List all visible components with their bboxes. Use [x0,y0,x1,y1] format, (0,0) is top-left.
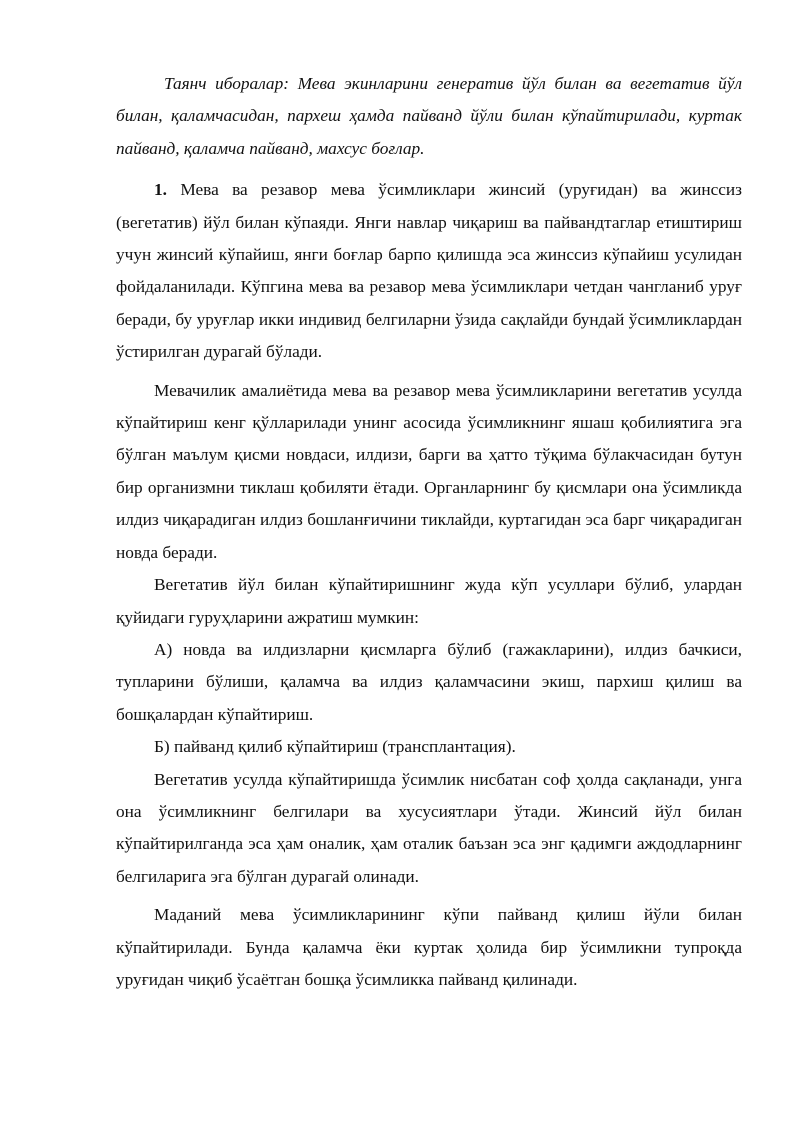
paragraph-1 [116,174,742,368]
paragraph-1-text: Мева ва резавор мева ўсимликлари жинсий (уруғидан) ва жинссиз (вегетатив) йўл билан кўпаяди. Янги навлар чиқариш ва пайвандтаглар етиштириш учун жинсий кўпайиш, янги боғлар барпо қилишда эса жинссиз кўпайиш усулидан фойдаланилади. Кўпгина мева ва резавор мева ўсимликлари четдан чангланиб уруғ беради, бу уруғлар икки индивид белгиларни ўзида сақлайди бундай ўсимликлардан ўстирилган дурагай бўлади. [116,180,742,362]
paragraph-2: Мевачилик амалиётида мева ва резавор мева ўсимликларини вегетатив усулда кўпайтириш кенг қўлларилади унинг асосида ўсимликнинг яшаш қобилиятига эга бўлган маълум қисми новдаси, илдизи, барги ва ҳатто тўқима бўлакчасидан бутун бир организмни тиклаш қобиляти ётади. Органларнинг бу қисмлари она ўсимликда илдиз чиқарадиган илдиз бошланғичини тиклайди, куртагидан эса барг чиқарадиган новда беради. [116,380,742,562]
paragraph-5: Б) пайванд қилиб кўпайтириш (трансплантация). [154,737,516,757]
keywords-paragraph: Таянч иборалар: Мева экинларини генератив йўл билан ва вегетатив йўл билан, қаламчасидан, пархеш ҳамда пайванд йўли билан кўпайтирилади, куртак пайванд, қаламча пайванд, махсус боғлар. [116,74,742,158]
paragraph-6: Вегетатив усулда кўпайтиришда ўсимлик нисбатан соф ҳолда сақланади, унга она ўсимликнинг белгилари ва хусусиятлари ўтади. Жинсий йўл билан кўпайтирилганда эса ҳам оналик, ҳам оталик баъзан эса энг қадимги аждодларнинг белгиларига эга бўлган дурагай олинади. [116,769,742,886]
paragraph-4: А) новда ва илдизларни қисмларга бўлиб (гажакларини), илдиз бачкиси, тупларини бўлиши, қаламча ва илдиз қаламчасини экиш, пархиш қилиш ва бошқалардан кўпайтириш. [116,639,742,724]
document-page [116,68,742,996]
paragraph-3: Вегетатив йўл билан кўпайтиришнинг жуда кўп усуллари бўлиб, улардан қуйидаги гуруҳларини ажратиш мумкин: [116,575,742,627]
paragraph-number: 1. [154,180,167,200]
paragraph-7: Маданий мева ўсимликларининг кўпи пайванд қилиш йўли билан кўпайтирилади. Бунда қаламча ёки куртак ҳолида бир ўсимликни тупроқда уруғидан чиқиб ўсаётган бошқа ўсимликка пайванд қилинади. [116,905,742,989]
